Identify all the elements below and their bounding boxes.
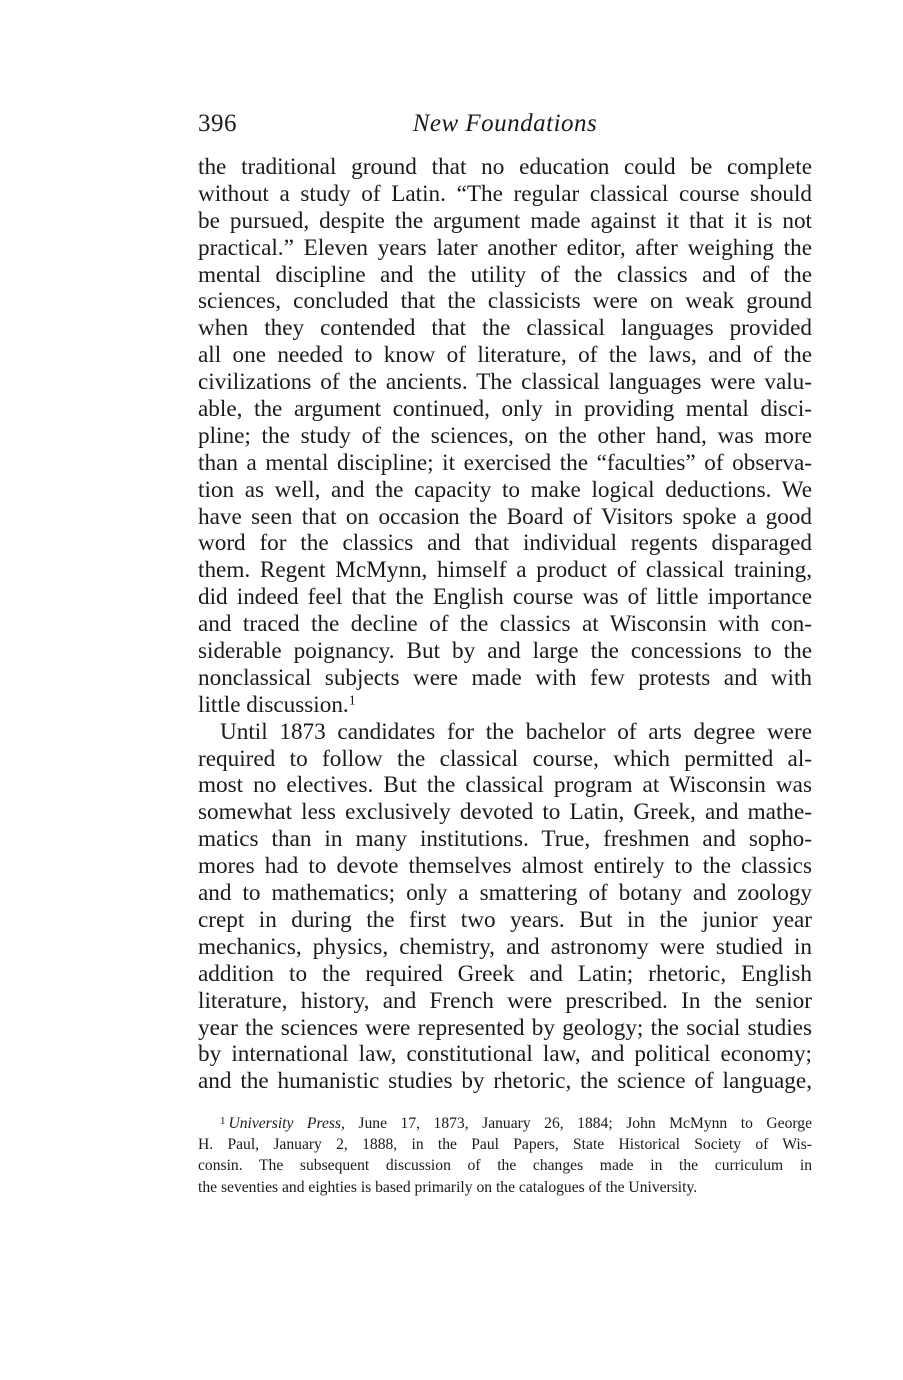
text-line: literature, history, and French were prescribed. In the senior [198,987,812,1014]
text-line: sciences, concluded that the classicists were on weak ground [198,288,812,315]
text-line: did indeed feel that the English course was of little importance [198,584,812,611]
text-line: word for the classics and that individual regents disparaged [198,530,812,557]
footnote-text: June 17, 1873, January 26, 1884; John McMynn to George [344,1115,812,1132]
running-title: New Foundations [412,110,598,137]
text-line: practical.” Eleven years later another editor, after weighing the [198,234,812,261]
text-line: mechanics, physics, chemistry, and astronomy were studied in [198,933,812,960]
text-line: most no electives. But the classical program at Wisconsin was [198,772,812,799]
paragraph-2 [198,719,812,1095]
footnote [198,1113,812,1198]
paragraph-1 [198,154,812,719]
text-line: required to follow the classical course, which permitted al- [198,745,812,772]
text-line: have seen that on occasion the Board of Visitors spoke a good [198,503,812,530]
text-line: civilizations of the ancients. The classical languages were valu- [198,369,812,396]
text-line: mental discipline and the utility of the classics and of the [198,261,812,288]
text-line: nonclassical subjects were made with few protests and with [198,664,812,691]
text-line: somewhat less exclusively devoted to Latin, Greek, and mathe- [198,799,812,826]
footnote-line: H. Paul, January 2, 1888, in the Paul Papers, State Historical Society of Wis- [198,1136,812,1154]
page-number: 396 [198,110,237,137]
text-line: be pursued, despite the argument made against it that it is not [198,207,812,234]
page-header [198,110,812,146]
text-line: little discussion. [198,691,349,718]
text-line: without a study of Latin. “The regular classical course should [198,180,812,207]
footnote-line [198,1113,812,1134]
text-line: all one needed to know of literature, of the laws, and of the [198,342,812,369]
body-text [198,154,812,1095]
footnote-line: consin. The subsequent discussion of the changes made in the curriculum in [198,1157,812,1175]
text-line: crept in during the first two years. But in the junior year [198,906,812,933]
text-line: siderable poignancy. But by and large the concessions to the [198,638,812,665]
text-line: them. Regent McMynn, himself a product of classical training, [198,557,812,584]
text-line: and traced the decline of the classics at Wisconsin with con- [198,611,812,638]
text-line: and to mathematics; only a smattering of botany and zoology [198,880,812,907]
text-line: tion as well, and the capacity to make logical deductions. We [198,476,812,503]
footnote-line: the seventies and eighties is based primarily on the catalogues of the University. [198,1178,698,1196]
text-line: the traditional ground that no education could be complete [198,154,812,180]
footnote-source-title: University Press, [228,1115,345,1132]
text-line: than a mental discipline; it exercised the “faculties” of observa- [198,449,812,476]
text-line: able, the argument continued, only in providing mental disci- [198,396,812,423]
text-line: and the humanistic studies by rhetoric, the science of language, [198,1068,812,1095]
footnote-marker: 1 [220,1114,226,1127]
text-line: pline; the study of the sciences, on the other hand, was more [198,422,812,449]
text-line: addition to the required Greek and Latin; rhetoric, English [198,960,812,987]
text-line: Until 1873 candidates for the bachelor of arts degree were [220,718,812,745]
text-line: year the sciences were represented by geology; the social studies [198,1014,812,1041]
text-line: mores had to devote themselves almost entirely to the classics [198,853,812,880]
text-line-with-note [198,692,812,719]
text-line: matics than in many institutions. True, freshmen and sopho- [198,826,812,853]
footnote-reference[interactable]: 1 [348,693,356,709]
text-line: when they contended that the classical languages provided [198,315,812,342]
text-line: by international law, constitutional law, and political economy; [198,1041,812,1068]
